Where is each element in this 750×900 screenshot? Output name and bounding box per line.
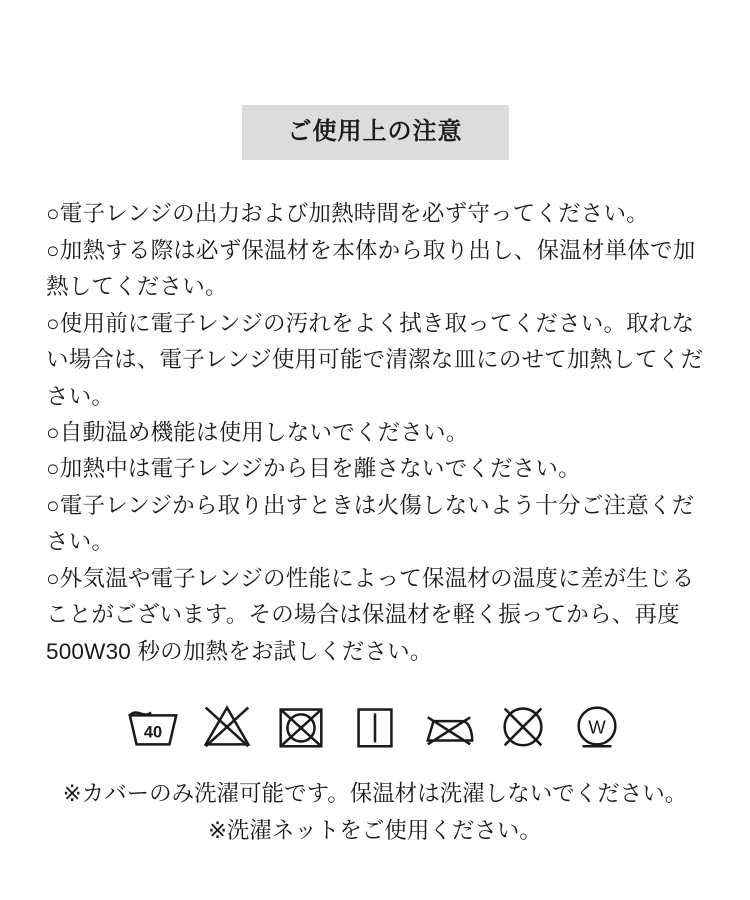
usage-note-item: ○加熱する際は必ず保温材を本体から取り出し、保温材単体で加熱してください。 (46, 237, 696, 300)
care-symbols-row (0, 696, 750, 754)
no-tumble-dry-icon (272, 696, 330, 754)
usage-note-item: ○外気温や電子レンジの性能によって保温材の温度に差が生じることがございます。その場合は保温材を軽く振ってから、再度500W30 秒の加熱をお試しください。 (46, 565, 695, 664)
usage-note-item: ○加熱中は電子レンジから目を離さないでください。 (46, 456, 581, 482)
usage-note-item: ○電子レンジから取り出すときは火傷しないよう十分ご注意ください。 (46, 492, 695, 555)
usage-note-item: ○電子レンジの出力および加熱時間を必ず守ってください。 (46, 201, 649, 227)
footer-notes (0, 776, 750, 849)
wet-clean-w-icon (568, 696, 626, 754)
footer-note-item: ※カバーのみ洗濯可能です。保温材は洗濯しないでください。 (62, 781, 688, 807)
no-iron-icon (420, 696, 478, 754)
usage-note-item: ○使用前に電子レンジの汚れをよく拭き取ってください。取れない場合は、電子レンジ使用可能で清潔な皿にのせて加熱してください。 (46, 310, 704, 409)
line-dry-icon (346, 696, 404, 754)
usage-notes-list (46, 196, 704, 670)
wash-temp-label: 40 (143, 723, 163, 742)
page-title: ご使用上の注意 (242, 105, 509, 160)
footer-note-item: ※洗濯ネットをご使用ください。 (208, 817, 542, 843)
usage-note-item: ○自動温め機能は使用しないでください。 (46, 420, 469, 446)
heading-container (0, 0, 750, 160)
wash-tub-40-icon (124, 696, 182, 754)
wet-clean-label: W (588, 716, 606, 738)
no-dry-clean-icon (494, 696, 552, 754)
no-bleach-icon (198, 696, 256, 754)
